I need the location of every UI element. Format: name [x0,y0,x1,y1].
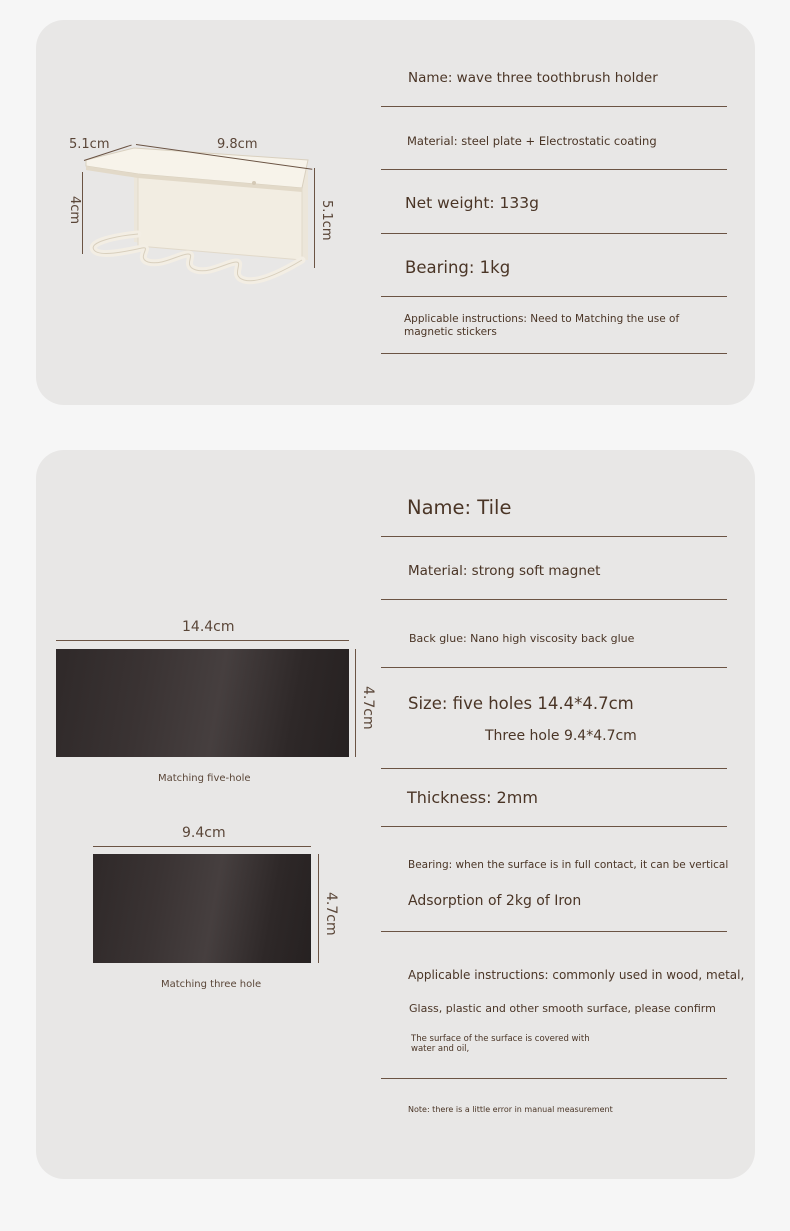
divider [381,233,727,234]
three-hole-magnet-sheet [93,854,311,963]
holder-spec-panel [36,20,755,405]
left-height-dim-label: 4cm [67,196,82,225]
tile-instructions-line3: The surface of the surface is covered with water and oil, [411,1034,590,1054]
tile-spec-panel [36,450,755,1179]
holder-instructions: Applicable instructions: Need to Matching the use of magnetic stickers [404,313,680,338]
five-hole-caption: Matching five-hole [158,773,251,784]
five-hole-width-label: 14.4cm [182,619,235,635]
left-height-dim-line [82,172,83,254]
divider [381,106,727,107]
divider [381,667,727,668]
holder-material: Material: steel plate + Electrostatic coating [407,134,657,148]
tile-instructions-line2: Glass, plastic and other smooth surface, please confirm [409,1002,716,1015]
width-dim-label: 9.8cm [217,137,258,152]
toothbrush-holder-illustration [76,130,316,290]
holder-bearing: Bearing: 1kg [405,258,511,277]
tile-size-five: Size: five holes 14.4*4.7cm [408,694,634,713]
five-hole-magnet-sheet [56,649,349,757]
five-hole-height-label: 4.7cm [360,686,376,730]
measurement-note: Note: there is a little error in manual measurement [408,1105,613,1114]
divider [381,826,727,827]
three-hole-width-label: 9.4cm [182,825,226,841]
tile-bearing: Bearing: when the surface is in full contact, it can be vertical [408,859,729,871]
three-hole-caption: Matching three hole [161,979,262,990]
three-hole-height-label: 4.7cm [323,892,339,936]
holder-name: Name: wave three toothbrush holder [408,70,658,86]
right-height-dim-label: 5.1cm [319,200,334,241]
five-hole-height-line [355,649,356,757]
tile-adsorption: Adsorption of 2kg of Iron [408,893,582,909]
divider [381,931,727,932]
divider [381,296,727,297]
divider [381,768,727,769]
three-hole-width-line [93,846,311,847]
tile-thickness: Thickness: 2mm [407,788,538,807]
five-hole-width-line [56,640,349,641]
divider [381,599,727,600]
holder-weight: Net weight: 133g [405,194,539,212]
tile-size-three: Three hole 9.4*4.7cm [485,728,637,744]
tile-name: Name: Tile [407,496,512,519]
divider [381,1078,727,1079]
divider [381,353,727,354]
tile-material: Material: strong soft magnet [408,563,601,579]
tile-instructions-line1: Applicable instructions: commonly used in wood, metal, [408,968,745,982]
tile-back-glue: Back glue: Nano high viscosity back glue [409,632,635,645]
divider [381,169,727,170]
right-height-dim-line [314,168,315,268]
three-hole-height-line [318,854,319,963]
divider [381,536,727,537]
depth-dim-label: 5.1cm [69,137,110,152]
